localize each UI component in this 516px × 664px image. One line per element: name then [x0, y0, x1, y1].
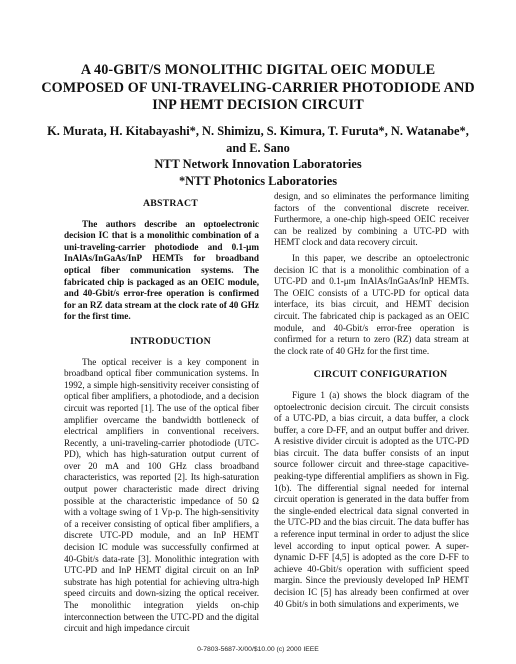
abstract-body: The authors describe an optoelectronic decision IC that is a monolithic combination of a uni-traveling-carrier photodiode and 0.1-μm InAlAs/InGaAs/InP HEMTs for broadband optical fiber communication systems. The fabricated chip is packaged as an OEIC module, and 40-Gbit/s error-free operation is confirmed for an RZ data stream at the clock rate of 40 GHz for the first time. [64, 218, 259, 322]
affiliation-secondary: *NTT Photonics Laboratories [178, 173, 338, 188]
author-list: K. Murata, H. Kitabayashi*, N. Shimizu, S. Kimura, T. Furuta*, N. Watanabe*, and E. Sano [47, 124, 469, 155]
introduction-body: The optical receiver is a key component in broadband optical fiber communication systems. In 1992, a simple high-sensitivity receiver consisting of optical fiber amplifiers, a photodiode, and a decision circuit was reported [1]. The use of the optical fiber amplifier overcame the bandwidth bottleneck of electrical amplifiers in conventional receivers. Recently, a uni-traveling-carrier photodiode (UTC-PD), which has high-saturation output current of over 20 mA and 100 GHz class broadband characteristics, was reported [2]. Its high-saturation output power characteristic made direct driving possible at the characteristic impedance of 50 Ω with a voltage swing of 1 Vp-p. The high-sensitivity of a receiver consisting of optical fiber amplifiers, a discrete UTC-PD module, and an InP HEMT decision IC module was successfully confirmed at 40-Gbit/s data-rate [3]. Monolithic integration with UTC-PD and InP HEMT digital circuit on an InP substrate has high potential for achieving ultra-high speed circuits and down-sizing the optical receiver. The monolithic integration yields on-chip interconnection between the UTC-PD and the digital circuit and high impedance circuit [64, 356, 259, 634]
circuit-configuration-body: Figure 1 (a) shows the block diagram of the optoelectronic decision circuit. The circuit consists of a UTC-PD, a bias circuit, a data buffer, a clock buffer, a core D-FF, and an output buffer and driver. A resistive divider circuit is adopted as the UTC-PD bias circuit. The data buffer consists of an input source follower circuit and three-stage capacitive-peaking-type differential amplifiers as shown in Fig. 1(b). The differential signal needed for internal circuit operation is generated in the data buffer from the single-ended electrical data signal converted in the UTC-PD and the bias circuit. The data buffer has a reference input terminal in order to adjust the slice level according to input optical power. A super-dynamic D-FF [4,5] is adopted as the core D-FF to achieve 40-Gbit/s operation with sufficient speed margin. Since the previously developed InP HEMT decision IC [5] has already been confirmed at over 40 Gbit/s in both simulations and experiments, we [274, 389, 469, 609]
copyright-footer: 0-7803-5687-X/00/$10.00 (c) 2000 IEEE [197, 646, 319, 653]
introduction-section [64, 336, 259, 635]
affiliations [40, 156, 476, 189]
intro-summary-paragraph: In this paper, we describe an optoelectronic decision IC that is a monolithic combination of a UTC-PD and 0.1-μm InAlAs/InGaAs/InP HEMTs. The OEIC consists of a UTC-PD for optical data interface, its bias circuit, and HEMT decision circuit. The fabricated chip is packaged as an OEIC module, and 40-Gbit/s error-free operation is confirmed for a return to zero (RZ) data stream at the clock rate of 40 GHz for the first time. [274, 252, 469, 356]
affiliation-primary: NTT Network Innovation Laboratories [154, 157, 362, 171]
intro-continued-paragraph: design, and so eliminates the performance limiting factors of the conventional discrete receiver. Furthermore, a one-chip high-speed OEIC receiver can be realized by combining a UTC-PD with HEMT clock and data recovery circuit. [274, 191, 469, 248]
paper-title: A 40-GBIT/S MONOLITHIC DIGITAL OEIC MODULE COMPOSED OF UNI-TRAVELING-CARRIER PHOTODIODE AND INP HEMT DECISION CIRCUIT [41, 62, 475, 113]
left-column [64, 198, 259, 635]
abstract-heading: ABSTRACT [143, 198, 198, 209]
circuit-configuration-heading: CIRCUIT CONFIGURATION [313, 369, 448, 381]
right-column [274, 191, 469, 610]
abstract-section [64, 198, 259, 323]
circuit-configuration-section [274, 369, 469, 610]
introduction-heading: INTRODUCTION [130, 335, 211, 347]
